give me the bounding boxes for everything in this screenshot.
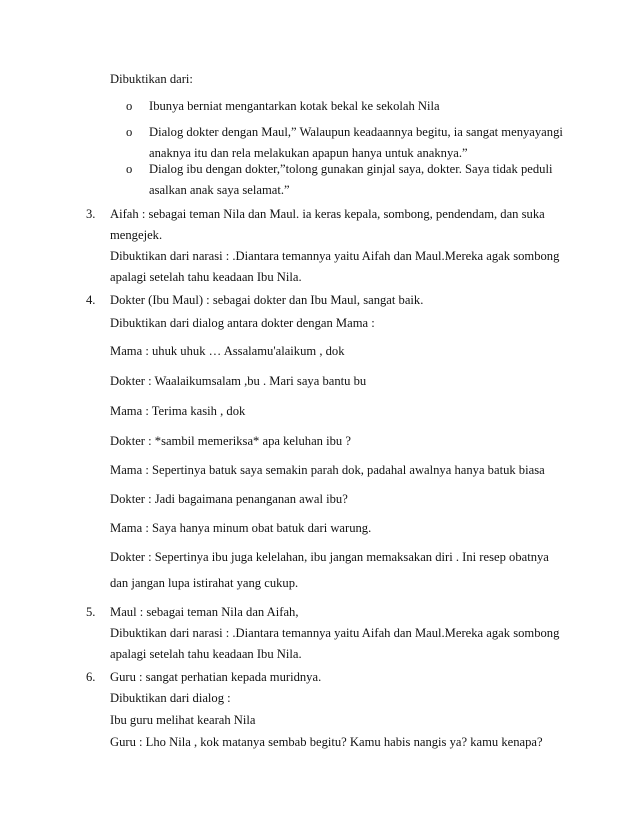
dialog-line: Mama : Terima kasih , dok <box>110 404 246 418</box>
bullet-1-line-1: Ibunya berniat mengantarkan kotak bekal ke sekolah Nila <box>149 99 440 113</box>
dialog-line: dan jangan lupa istirahat yang cukup. <box>110 576 299 590</box>
bullet-marker: o <box>126 162 133 176</box>
item3-line-4: apalagi setelah tahu keadaan Ibu Nila. <box>110 270 302 284</box>
intro-text: Dibuktikan dari: <box>110 72 193 86</box>
item5-line-3: apalagi setelah tahu keadaan Ibu Nila. <box>110 647 302 661</box>
dialog-line: Mama : Saya hanya minum obat batuk dari warung. <box>110 521 372 535</box>
dialog-line: Dokter : Waalaikumsalam ,bu . Mari saya bantu bu <box>110 374 367 388</box>
item-number: 6. <box>86 670 96 684</box>
dialog-line: Dokter : Sepertinya ibu juga kelelahan, ibu jangan memaksakan diri . Ini resep obatnya <box>110 550 549 564</box>
bullet-3-line-2: asalkan anak saya selamat.” <box>149 183 290 197</box>
bullet-marker: o <box>126 125 133 139</box>
bullet-2-line-2: anaknya itu dan rela melakukan apapun hanya untuk anaknya.” <box>149 146 468 160</box>
item5-line-2: Dibuktikan dari narasi : .Diantara temannya yaitu Aifah dan Maul.Mereka agak sombong <box>110 626 560 640</box>
item4-line-2: Dibuktikan dari dialog antara dokter dengan Mama : <box>110 316 375 330</box>
item3-line-3: Dibuktikan dari narasi : .Diantara temannya yaitu Aifah dan Maul.Mereka agak sombong <box>110 249 560 263</box>
item4-line-1: Dokter (Ibu Maul) : sebagai dokter dan Ibu Maul, sangat baik. <box>110 293 424 307</box>
item6-line-4: Guru : Lho Nila , kok matanya sembab begitu? Kamu habis nangis ya? kamu kenapa? <box>110 735 543 749</box>
item3-line-2: mengejek. <box>110 228 163 242</box>
item-number: 4. <box>86 293 96 307</box>
bullet-marker: o <box>126 99 133 113</box>
item6-line-2: Dibuktikan dari dialog : <box>110 691 231 705</box>
item-number: 5. <box>86 605 96 619</box>
item6-line-3: Ibu guru melihat kearah Nila <box>110 713 256 727</box>
dialog-line: Mama : Sepertinya batuk saya semakin parah dok, padahal awalnya hanya batuk biasa <box>110 463 545 477</box>
bullet-3-line-1: Dialog ibu dengan dokter,”tolong gunakan ginjal saya, dokter. Saya tidak peduli <box>149 162 553 176</box>
dialog-line: Dokter : Jadi bagaimana penanganan awal ibu? <box>110 492 348 506</box>
bullet-2-line-1: Dialog dokter dengan Maul,” Walaupun keadaannya begitu, ia sangat menyayangi <box>149 125 563 139</box>
item5-line-1: Maul : sebagai teman Nila dan Aifah, <box>110 605 299 619</box>
item6-line-1: Guru : sangat perhatian kepada muridnya. <box>110 670 322 684</box>
item-number: 3. <box>86 207 96 221</box>
item3-line-1: Aifah : sebagai teman Nila dan Maul. ia keras kepala, sombong, pendendam, dan suka <box>110 207 545 221</box>
dialog-line: Dokter : *sambil memeriksa* apa keluhan ibu ? <box>110 434 351 448</box>
dialog-line: Mama : uhuk uhuk … Assalamu'alaikum , dok <box>110 344 345 358</box>
